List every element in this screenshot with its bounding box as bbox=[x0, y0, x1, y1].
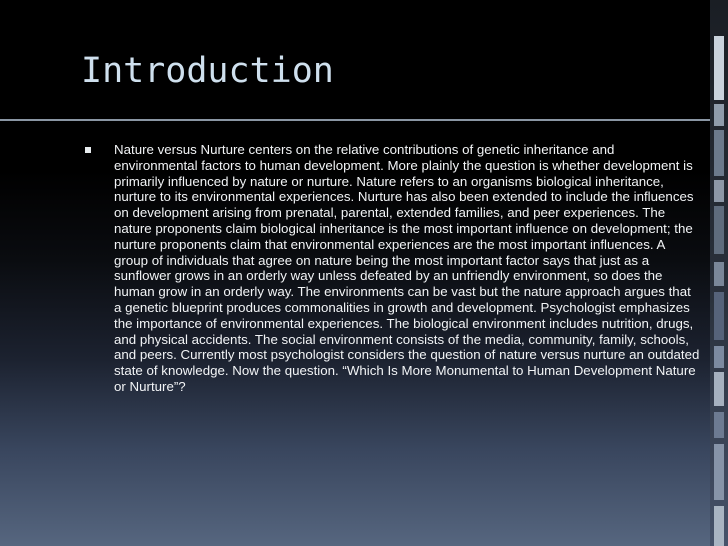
decorative-bar bbox=[714, 292, 724, 340]
decorative-bar bbox=[714, 412, 724, 438]
square-bullet-icon bbox=[85, 147, 91, 153]
decorative-bar bbox=[714, 262, 724, 286]
bullet-text: Nature versus Nurture centers on the relative contributions of genetic inheritance and environmental factors to human development. More plainly the question is whether development is primarily influenced by nature or nurture. Nature refers to an organisms biological inheritance, nurture to its environmental experiences. Nurture has also been extended to include the influences on development arising from prenatal, parental, extended families, and peer experiences. The nature proponents claim biological inheritance is the most important influence on development; the nurture proponents claim that environmental experiences are the most important influences. A group of individuals that agree on nature being the most important factor says that just as a sunflower grows in an orderly way unless defeated by an unfriendly environment, so does the human grow in an orderly way. The environments can be vast but the nature approach argues that a genetic blueprint produces commonalities in growth and development. Psychologist emphasizes the importance of environmental experiences. The biological environment includes nutrition, drugs, and physical accidents. The social environment consists of the media, community, family, schools, and peers. Currently most psychologist considers the question of nature versus nurture an outdated state of knowledge. Now the question. “Which Is More Monumental to Human Development Nature or Nurture”? bbox=[114, 142, 700, 394]
decorative-bar bbox=[714, 104, 724, 126]
slide-body bbox=[80, 142, 700, 395]
decorative-bar bbox=[714, 506, 724, 546]
decorative-bar bbox=[714, 36, 724, 100]
decorative-bar bbox=[714, 372, 724, 406]
title-divider bbox=[0, 119, 710, 121]
decorative-side-panel bbox=[710, 0, 728, 546]
decorative-bar bbox=[714, 206, 724, 254]
decorative-bar bbox=[714, 130, 724, 176]
decorative-bar bbox=[714, 346, 724, 368]
decorative-bar bbox=[714, 180, 724, 202]
slide-title: Introduction bbox=[81, 51, 334, 91]
bullet-item bbox=[80, 142, 700, 395]
decorative-bar bbox=[714, 444, 724, 500]
